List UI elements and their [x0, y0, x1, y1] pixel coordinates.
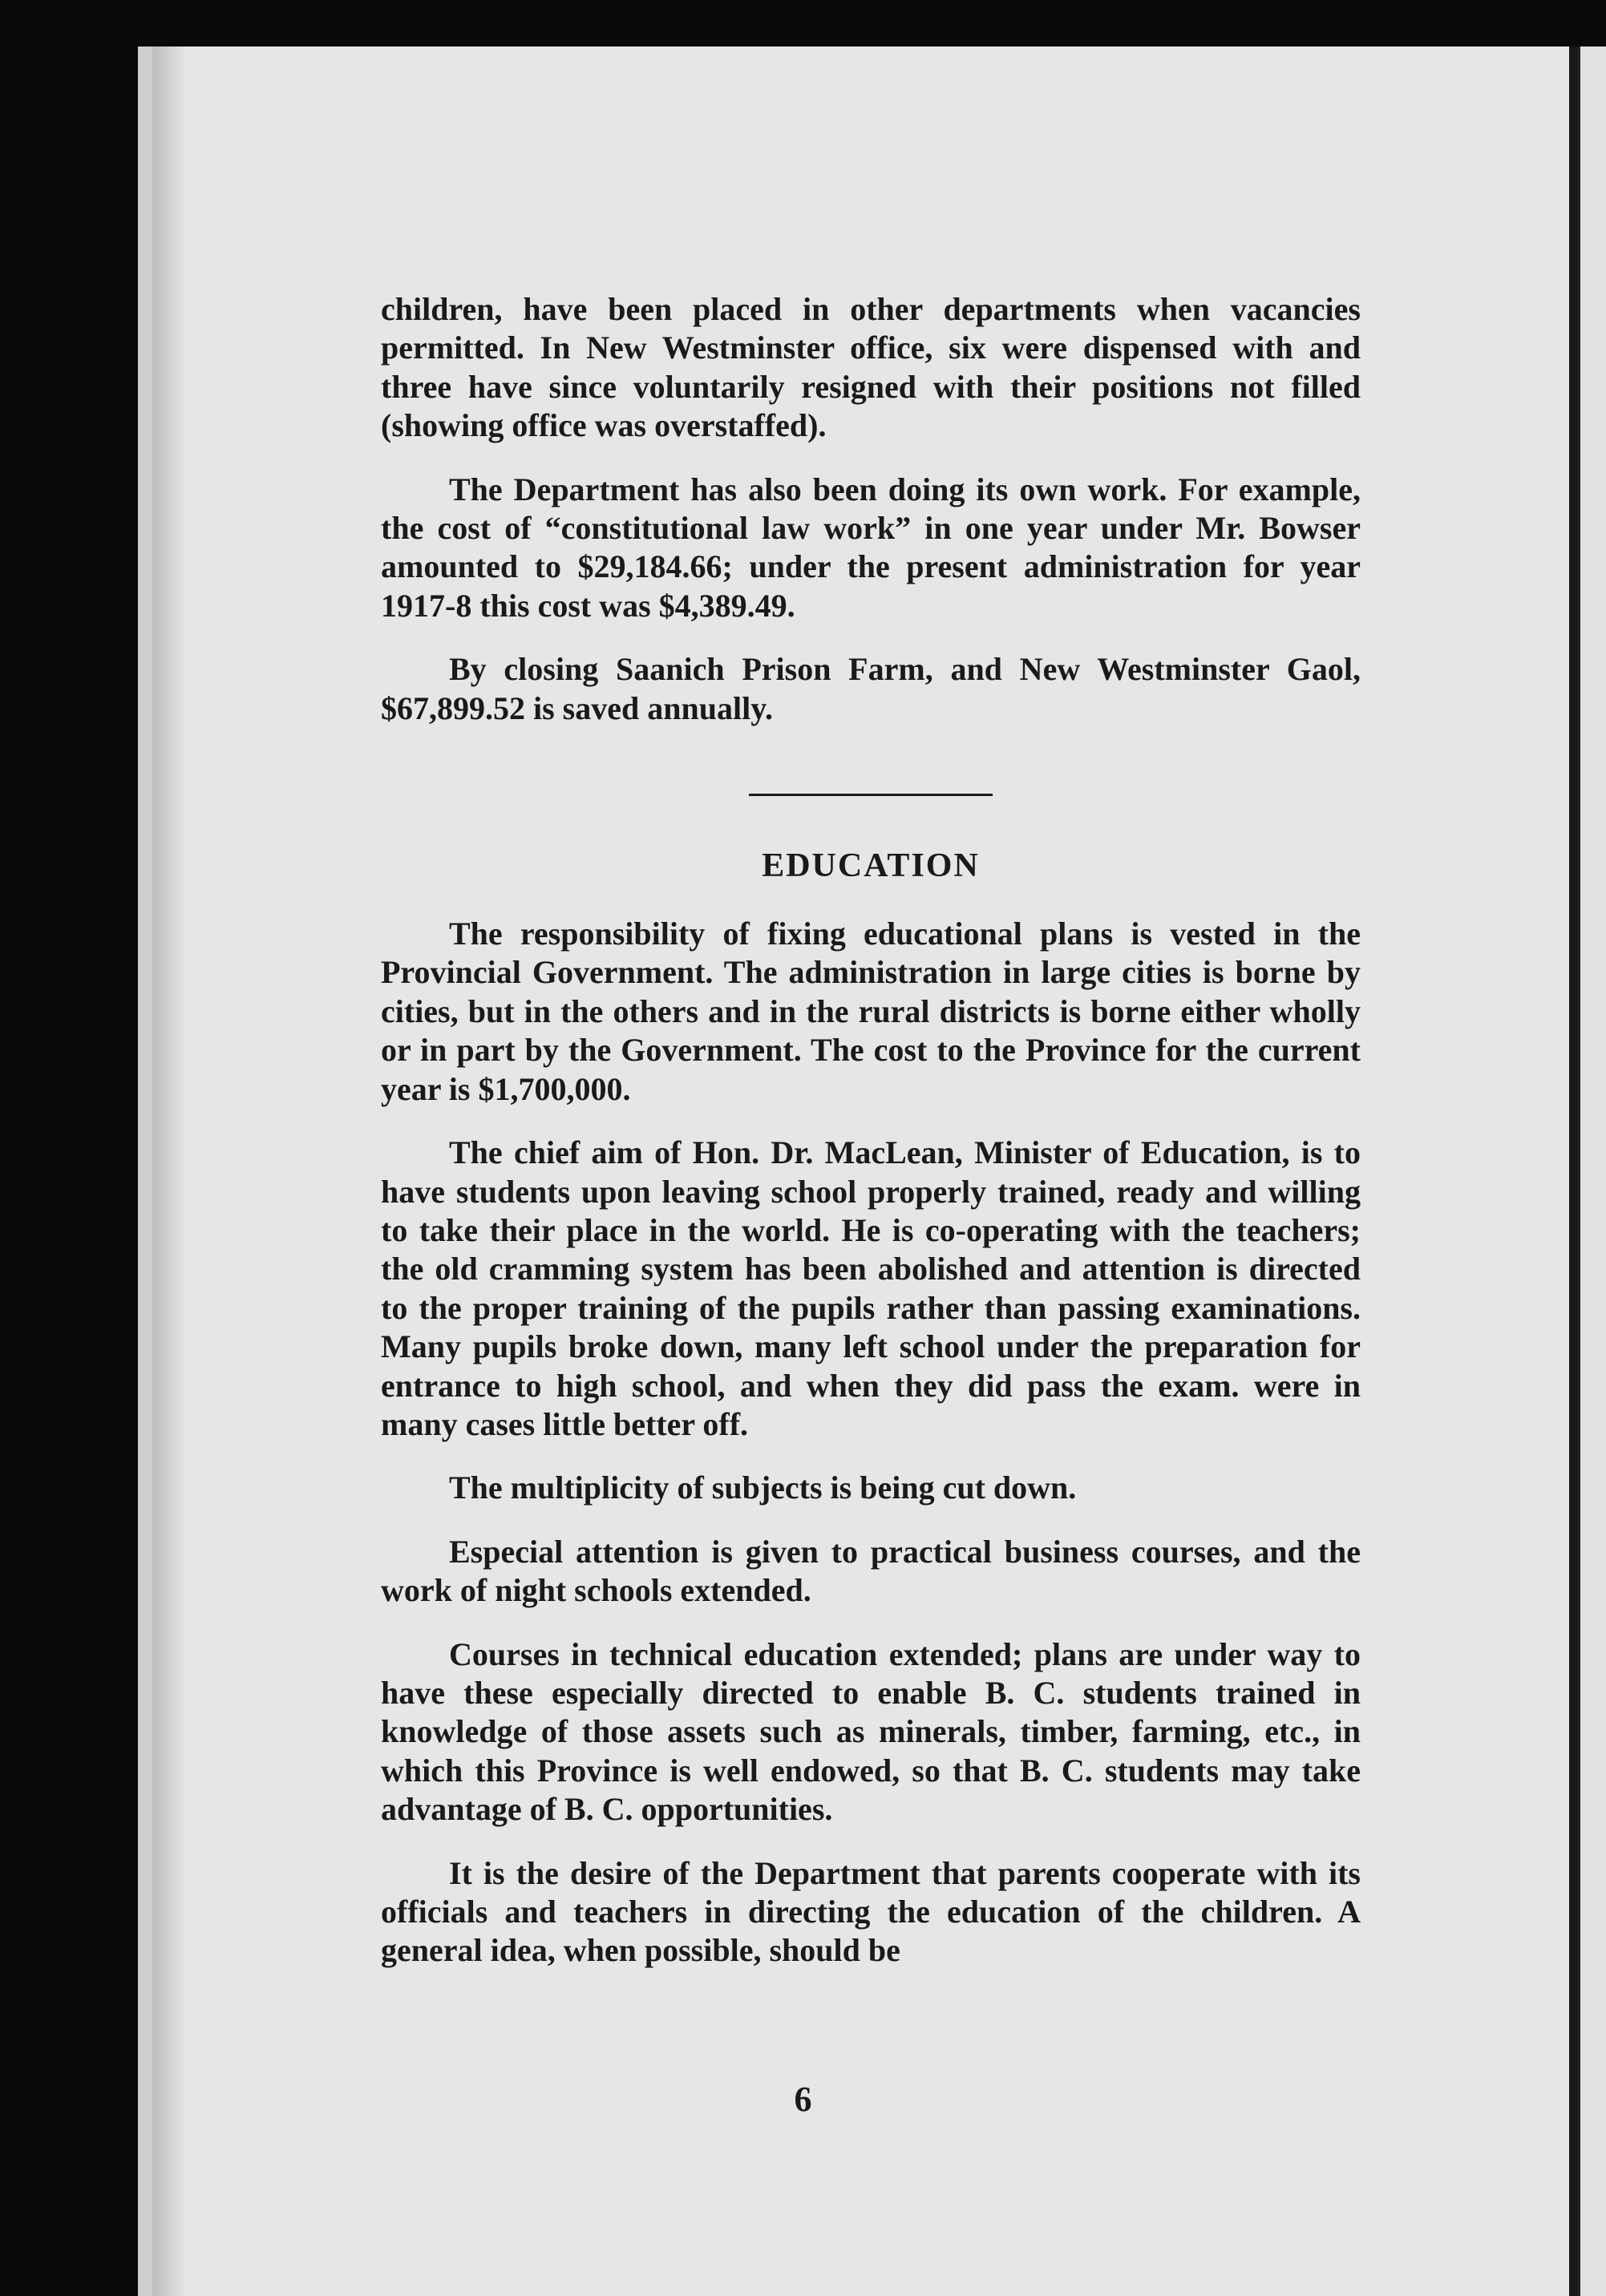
paragraph-education-responsibility: The responsibility of fixing educational plans is vested in the Provincial Government. The administration in large cities is borne by cities, but in the others and in the rural districts is borne either wholly or in part by the Government. The cost to the Province for the current year is $1,700,000.: [381, 916, 1361, 1107]
section-heading: EDUCATION: [762, 847, 980, 885]
paragraph-department-work: The Department has also been doing its own work. For example, the cost of “constitutional law work” in one year under Mr. Bowser amounted to $29,184.66; under the present administration for year 1917-8 this cost was $4,389.49.: [381, 471, 1361, 624]
paragraph-education-subjects: The multiplicity of subjects is being cut down.: [449, 1469, 1077, 1506]
paragraph-education-aim: The chief aim of Hon. Dr. MacLean, Minister of Education, is to have students upon leaving school properly trained, ready and willing to take their place in the world. He is co-operating with the teachers; the old cramming system has been abolished and attention is directed to the proper training of the pupils rather than passing examinations. Many pupils broke down, many left school under the preparation for entrance to high school, and when they did pass the exam. were in many cases little better off.: [381, 1134, 1361, 1442]
page-gutter-shadow: [152, 46, 184, 2296]
section-divider: [749, 794, 993, 796]
facing-page-line: [1577, 46, 1580, 2296]
paragraph-education-technical: Courses in technical education extended; plans are under way to have these especially directed to enable B. C. students trained in knowledge of those assets such as minerals, timber, farming, etc., in which this Province is well endowed, so that B. C. students may take advantage of B. C. opportunities.: [381, 1635, 1361, 1828]
facing-page-strip: [1577, 46, 1606, 2296]
paragraph-education-business: Especial attention is given to practical business courses, and the work of night schools extended.: [381, 1533, 1361, 1609]
facing-page-edge: [1569, 46, 1577, 2296]
page-number: 6: [794, 2080, 812, 2119]
body-text: [381, 290, 1361, 1995]
paragraph-continued: children, have been placed in other departments when vacancies permitted. In New Westminster office, six were dispensed with and three have since voluntarily resigned with their positions not filled (showing office was overstaffed).: [381, 291, 1361, 444]
paragraph-education-parents: It is the desire of the Department that parents cooperate with its officials and teachers in directing the education of the children. A general idea, when possible, should be: [381, 1854, 1361, 1969]
paragraph-prison-farm: By closing Saanich Prison Farm, and New Westminster Gaol, $67,899.52 is saved annually.: [381, 651, 1361, 726]
